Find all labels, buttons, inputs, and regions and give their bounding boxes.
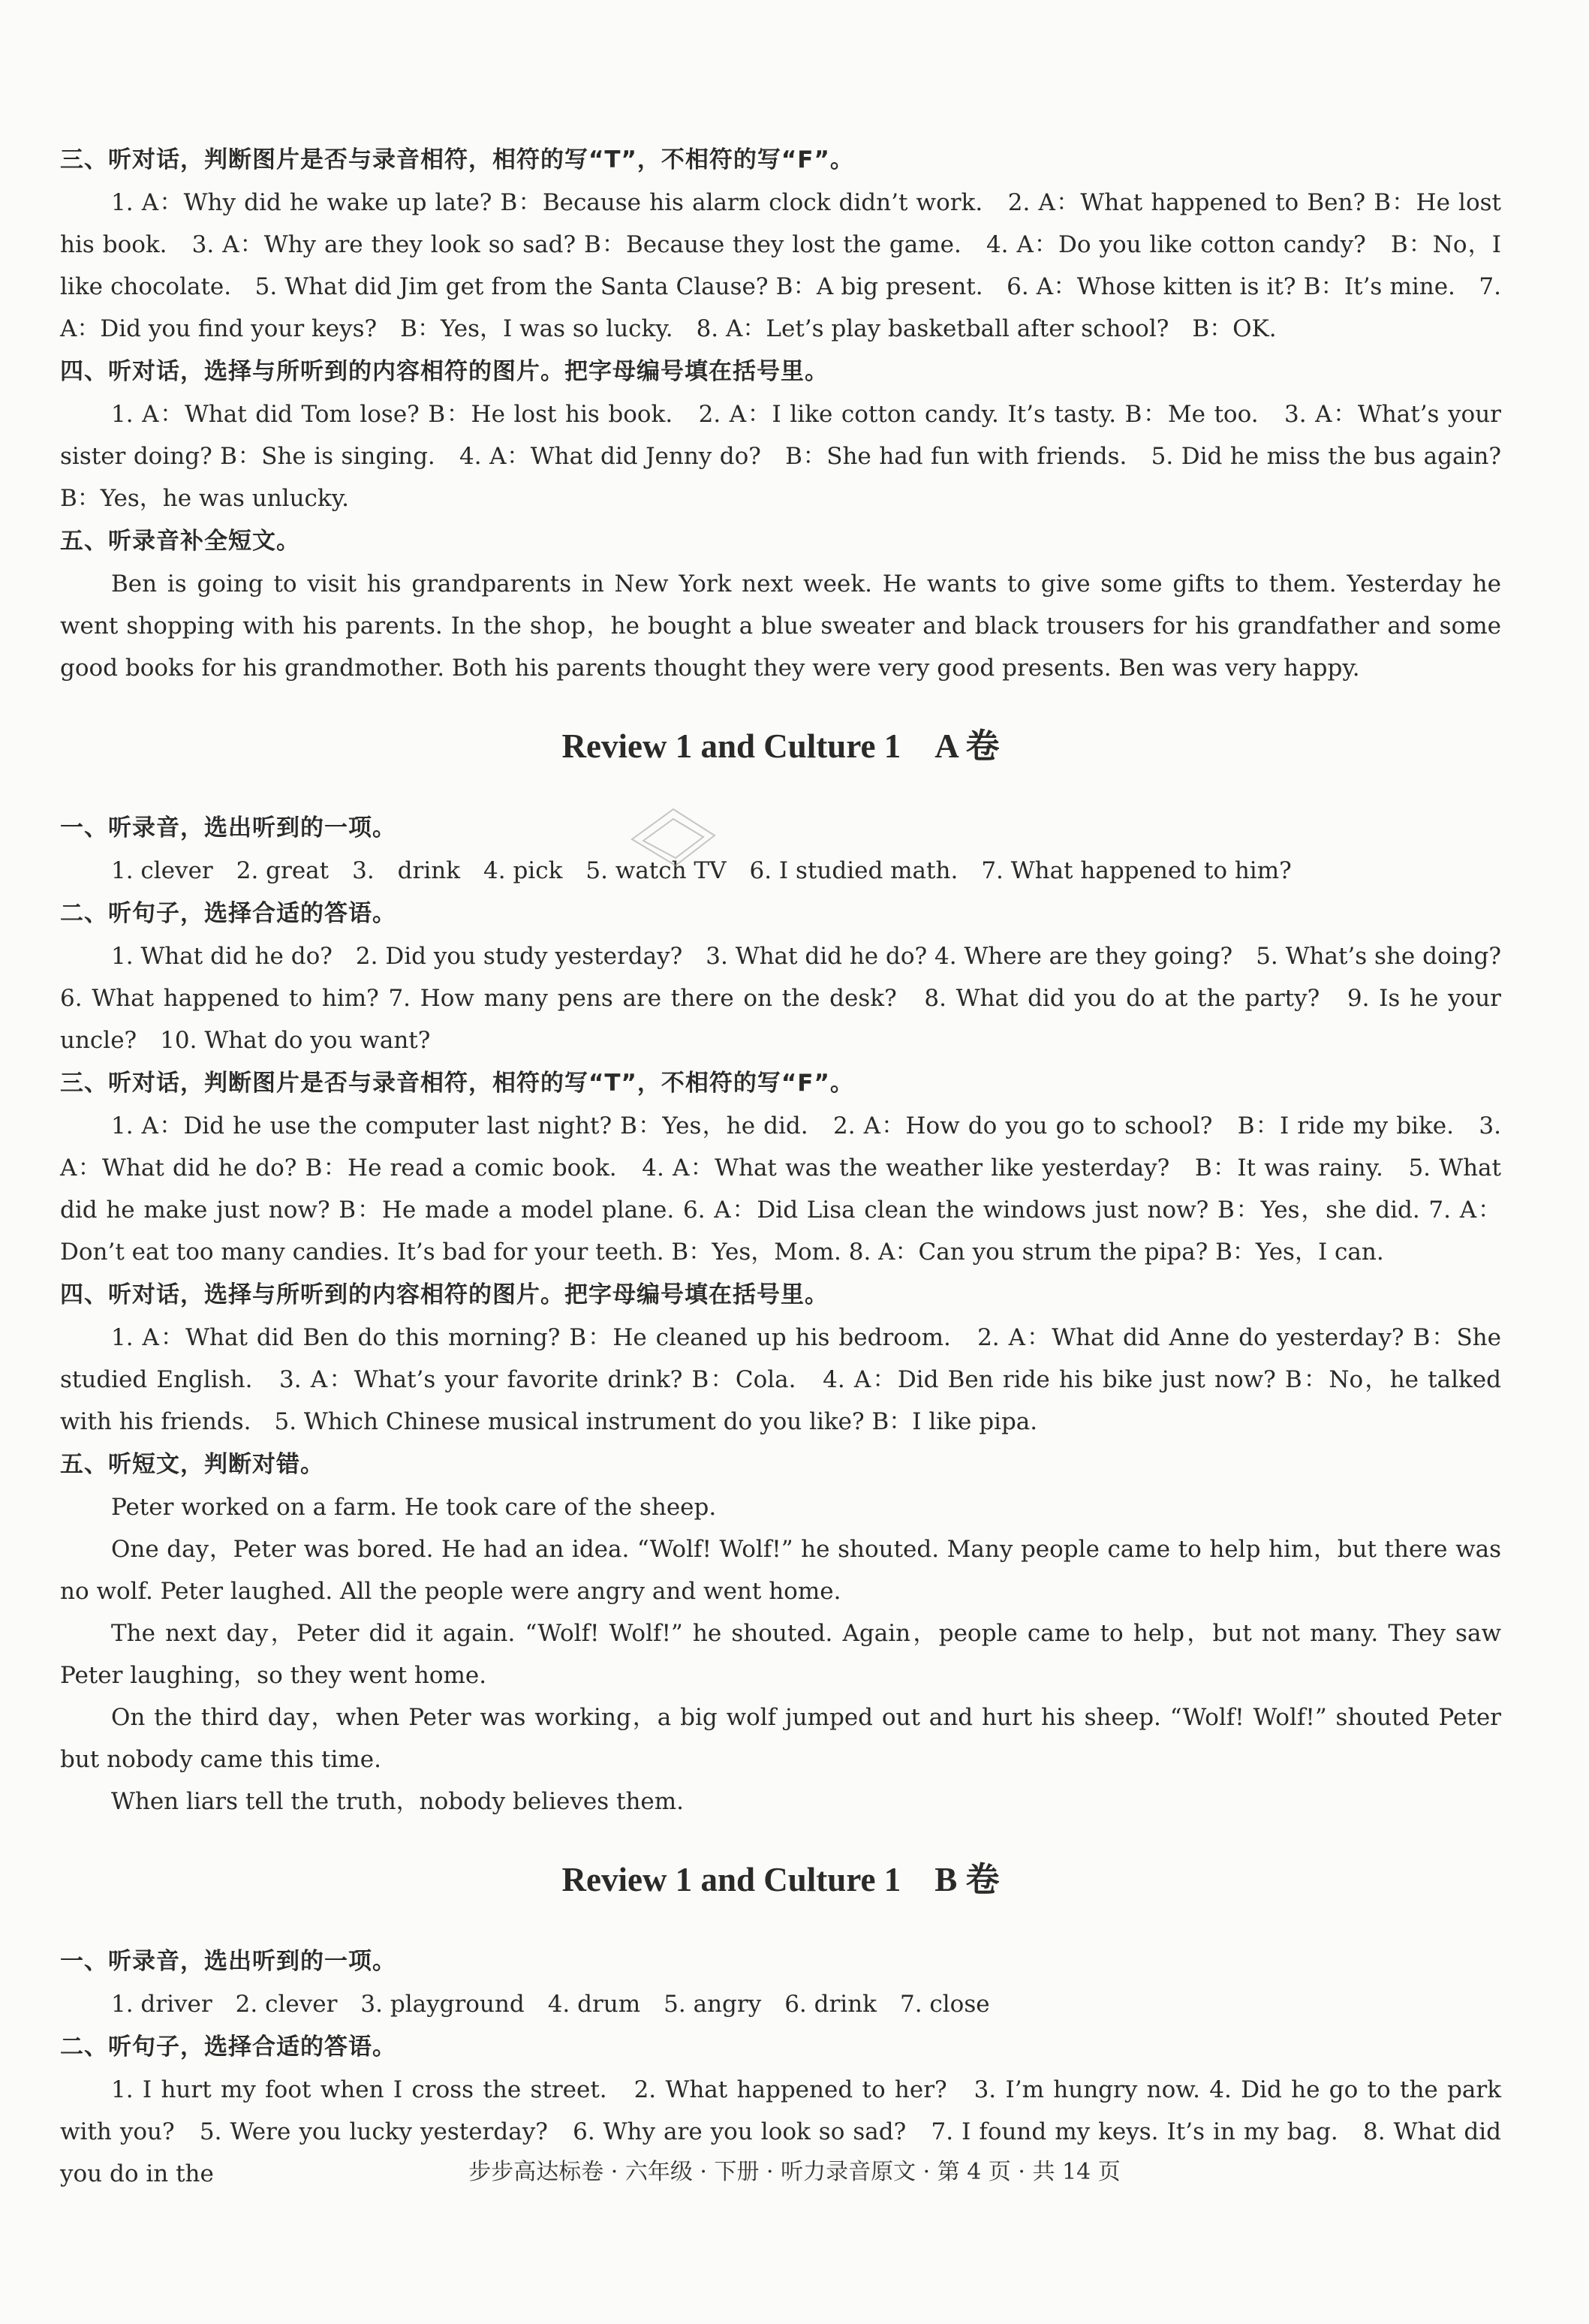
section-heading: 四、听对话，选择与所听到的内容相符的图片。把字母编号填在括号里。	[60, 358, 829, 385]
story-paragraph: When liars tell the truth，nobody believes them.	[111, 1788, 685, 1815]
section-heading: 二、听句子，选择合适的答语。	[60, 900, 396, 927]
section-body: 1. What did he do? 2. Did you study yesterday? 3. What did he do? 4. Where are they going? 5. What’s she doing? 6. What happened to him? 7. How many pens are there on the desk? 8. What did you do at the party? 9. Is he your uncle? 10. What do you want?	[60, 943, 1524, 1054]
section-heading: 三、听对话，判断图片是否与录音相符，相符的写“T”，不相符的写“F”。	[60, 1070, 854, 1097]
watermark-stamp-icon	[617, 794, 730, 877]
story-paragraph: The next day，Peter did it again. “Wolf! Wolf!” he shouted. Again，people came to help，but not many. They saw Peter laughing，so they went home.	[60, 1620, 1501, 1689]
section-heading: 五、听录音补全短文。	[60, 528, 300, 555]
section-body: 1. A：Did he use the computer last night? B：Yes，he did. 2. A：How do you go to school? B：I ride my bike. 3. A：What did he do? B：He read a comic book. 4. A：What was the weather like yesterday? B：It was rainy. 5. What did he make just now? B：He made a model plane. 6. A：Did Lisa clean the windows just now? B：Yes，she did. 7. A：Don’t eat too many candies. It’s bad for your teeth. B：Yes，Mom. 8. A：Can you strum the pipa? B：Yes，I can.	[60, 1112, 1501, 1266]
review-a-title: Review 1 and Culture 1 A 卷	[561, 727, 1000, 765]
section-body: 1. A：What did Tom lose? B：He lost his book. 2. A：I like cotton candy. It’s tasty. B：Me too. 3. A：What’s your sister doing? B：She is singing. 4. A：What did Jenny do? B：She had fun with friends. 5. Did he miss the bus again? B：Yes，he was unlucky.	[60, 401, 1501, 512]
passage-paragraph: Ben is going to visit his grandparents in New York next week. He wants to give some gifts to them. Yesterday he went shopping with his parents. In the shop，he bought a blue sweater and black trousers for his grandfather and some good books for his grandmother. Both his parents thought they were very good presents. Ben was very happy.	[60, 570, 1501, 682]
section-body: 1. clever 2. great 3. drink 4. pick 5. watch TV 6. I studied math. 7. What happened to him?	[111, 857, 1292, 884]
section-heading: 四、听对话，选择与所听到的内容相符的图片。把字母编号填在括号里。	[60, 1281, 829, 1308]
section-body: 1. driver 2. clever 3. playground 4. drum 5. angry 6. drink 7. close	[111, 1991, 990, 2018]
section-heading: 一、听录音，选出听到的一项。	[60, 814, 396, 841]
story-paragraph: Peter worked on a farm. He took care of the sheep.	[111, 1494, 717, 1521]
section-heading: 三、听对话，判断图片是否与录音相符，相符的写“T”，不相符的写“F”。	[60, 146, 854, 173]
review-b-title: Review 1 and Culture 1 B 卷	[561, 1861, 1000, 1898]
section-body: 1. I hurt my foot when I cross the street. 2. What happened to her? 3. I’m hungry now. 4. Did he go to the park with you? 5. Were you lucky yesterday? 6. Why are you look so sad? 7. I found my keys. It’s in my bag. 8. What did you do in the	[60, 2076, 1501, 2187]
page-footer: 步步高达标卷 · 六年级 · 下册 · 听力录音原文 · 第 4 页 · 共 14 页	[468, 2159, 1121, 2185]
story-paragraph: On the third day，when Peter was working，a big wolf jumped out and hurt his sheep. “Wolf! Wolf!” shouted Peter but nobody came this time.	[60, 1704, 1501, 1773]
section-heading: 五、听短文，判断对错。	[60, 1451, 324, 1478]
section-body: 1. A：What did Ben do this morning? B：He cleaned up his bedroom. 2. A：What did Anne do yesterday? B：She studied English. 3. A：What’s your favorite drink? B：Cola. 4. A：Did Ben ride his bike just now? B：No，he talked with his friends. 5. Which Chinese musical instrument do you like? B：I like pipa.	[60, 1324, 1501, 1435]
section-heading: 二、听句子，选择合适的答语。	[60, 2034, 396, 2061]
story-paragraph: One day，Peter was bored. He had an idea. “Wolf! Wolf!” he shouted. Many people came to help him，but there was no wolf. Peter laughed. All the people were angry and went home.	[60, 1536, 1501, 1605]
section-heading: 一、听录音，选出听到的一项。	[60, 1948, 396, 1975]
page-content	[60, 138, 1524, 2195]
section-body: 1. A：Why did he wake up late? B：Because his alarm clock didn’t work. 2. A：What happened to Ben? B：He lost his book. 3. A：Why are they look so sad? B：Because they lost the game. 4. A：Do you like cotton candy? B：No，I like chocolate. 5. What did Jim get from the Santa Clause? B：A big present. 6. A：Whose kitten is it? B：It’s mine. 7. A：Did you find your keys? B：Yes，I was so lucky. 8. A：Let’s play basketball after school? B：OK.	[60, 189, 1501, 342]
